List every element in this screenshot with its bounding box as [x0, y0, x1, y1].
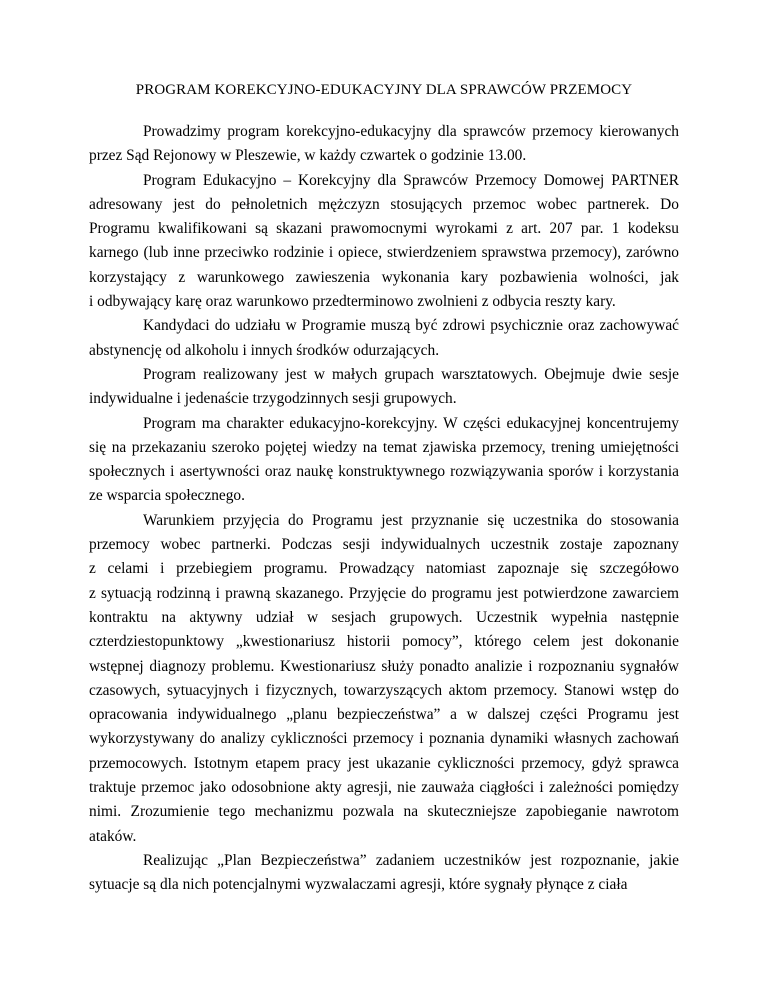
- paragraph: [89, 169, 679, 315]
- paragraph: [89, 120, 679, 169]
- paragraph-line: adresowany jest do pełnoletnich mężczyzn stosujących przemoc wobec partnerek. Do: [89, 195, 679, 213]
- paragraph-line: ataków.: [89, 827, 137, 845]
- paragraph-line: i odbywający karę oraz warunkowo przedterminowo zwolnieni z odbycia reszty kary.: [89, 293, 616, 311]
- paragraph-line: Program realizowany jest w małych grupach warsztatowych. Obejmuje dwie sesje: [143, 365, 679, 383]
- paragraph-line: sytuacje są dla nich potencjalnymi wyzwalaczami agresji, które sygnały płynące z ciała: [89, 876, 628, 894]
- paragraph-line: abstynencję od alkoholu i innych środków odurzających.: [89, 341, 440, 359]
- paragraph: [89, 412, 679, 509]
- document-title: PROGRAM KOREKCYJNO-EDUKACYJNY DLA SPRAWCÓW PRZEMOCY: [135, 82, 633, 98]
- paragraph-line: Kandydaci do udziału w Programie muszą być zdrowi psychicznie oraz zachowywać: [143, 317, 679, 335]
- paragraph: [89, 509, 679, 849]
- paragraph-line: ze wsparcia społecznego.: [89, 487, 245, 505]
- paragraph-line: traktuje przemoc jako odosobnione akty agresji, nie zauważa ciągłości i zależności pomiędzy: [89, 779, 679, 797]
- paragraph-line: kontraktu na aktywny udział w sesjach grupowych. Uczestnik wypełnia następnie: [89, 608, 679, 626]
- paragraph-line: Program ma charakter edukacyjno-korekcyjny. W części edukacyjnej koncentrujemy: [143, 414, 679, 432]
- paragraph-line: opracowania indywidualnego „planu bezpieczeństwa” a w dalszej części Programu jest: [89, 706, 679, 724]
- document-body: [89, 120, 679, 898]
- paragraph: [89, 363, 679, 412]
- paragraph-line: się na przekazaniu szeroko pojętej wiedzy na temat zjawiska przemocy, trening umiejętności: [89, 438, 679, 456]
- paragraph-line: indywidualne i jedenaście trzygodzinnych sesji grupowych.: [89, 390, 457, 408]
- paragraph-line: z celami i przebiegiem programu. Prowadzący natomiast zapoznaje się szczegółowo: [89, 560, 679, 578]
- paragraph-line: społecznych i asertywności oraz naukę konstruktywnego rozwiązywania sporów i korzystania: [89, 463, 679, 481]
- paragraph-line: czasowych, sytuacyjnych i fizycznych, towarzyszących aktom przemocy. Stanowi wstęp do: [89, 681, 679, 699]
- paragraph-line: przez Sąd Rejonowy w Pleszewie, w każdy czwartek o godzinie 13.00.: [89, 147, 527, 165]
- document-page: [89, 80, 679, 898]
- paragraph-line: przemocowych. Istotnym etapem pracy jest ukazanie cykliczności przemocy, gdyż sprawca: [89, 754, 679, 772]
- paragraph-line: Prowadzimy program korekcyjno-edukacyjny dla sprawców przemocy kierowanych: [143, 123, 679, 140]
- paragraph-line: przemocy wobec partnerki. Podczas sesji indywidualnych uczestnik zostaje zapoznany: [89, 536, 679, 554]
- paragraph: [89, 314, 679, 363]
- paragraph-line: Realizując „Plan Bezpieczeństwa” zadaniem uczestników jest rozpoznanie, jakie: [143, 851, 679, 869]
- paragraph-line: Warunkiem przyjęcia do Programu jest przyznanie się uczestnika do stosowania: [143, 511, 679, 529]
- paragraph-line: korzystający z warunkowego zawieszenia wykonania kary pozbawienia wolności, jak: [89, 268, 679, 286]
- paragraph-line: Programu kwalifikowani są skazani prawomocnymi wyrokami z art. 207 par. 1 kodeksu: [89, 220, 679, 238]
- paragraph-line: nimi. Zrozumienie tego mechanizmu pozwala na skuteczniejsze zapobieganie nawrotom: [89, 803, 679, 821]
- paragraph-line: czterdziestopunktowy „kwestionariusz historii pomocy”, którego celem jest dokonanie: [89, 633, 679, 651]
- paragraph: [89, 849, 679, 898]
- paragraph-line: wstępnej diagnozy problemu. Kwestionariusz służy ponadto analizie i rozpoznaniu sygnałów: [89, 657, 679, 675]
- paragraph-line: wykorzystywany do analizy cykliczności przemocy i poznania dynamiki własnych zachowań: [89, 730, 679, 748]
- paragraph-line: z sytuacją rodzinną i prawną skazanego. Przyjęcie do programu jest potwierdzone zawarciem: [89, 584, 679, 602]
- paragraph-line: karnego (lub inne przeciwko rodzinie i opiece, stwierdzeniem sprawstwa przemocy), zarówno: [89, 244, 679, 262]
- paragraph-line: Program Edukacyjno – Korekcyjny dla Sprawców Przemocy Domowej PARTNER: [143, 171, 679, 189]
